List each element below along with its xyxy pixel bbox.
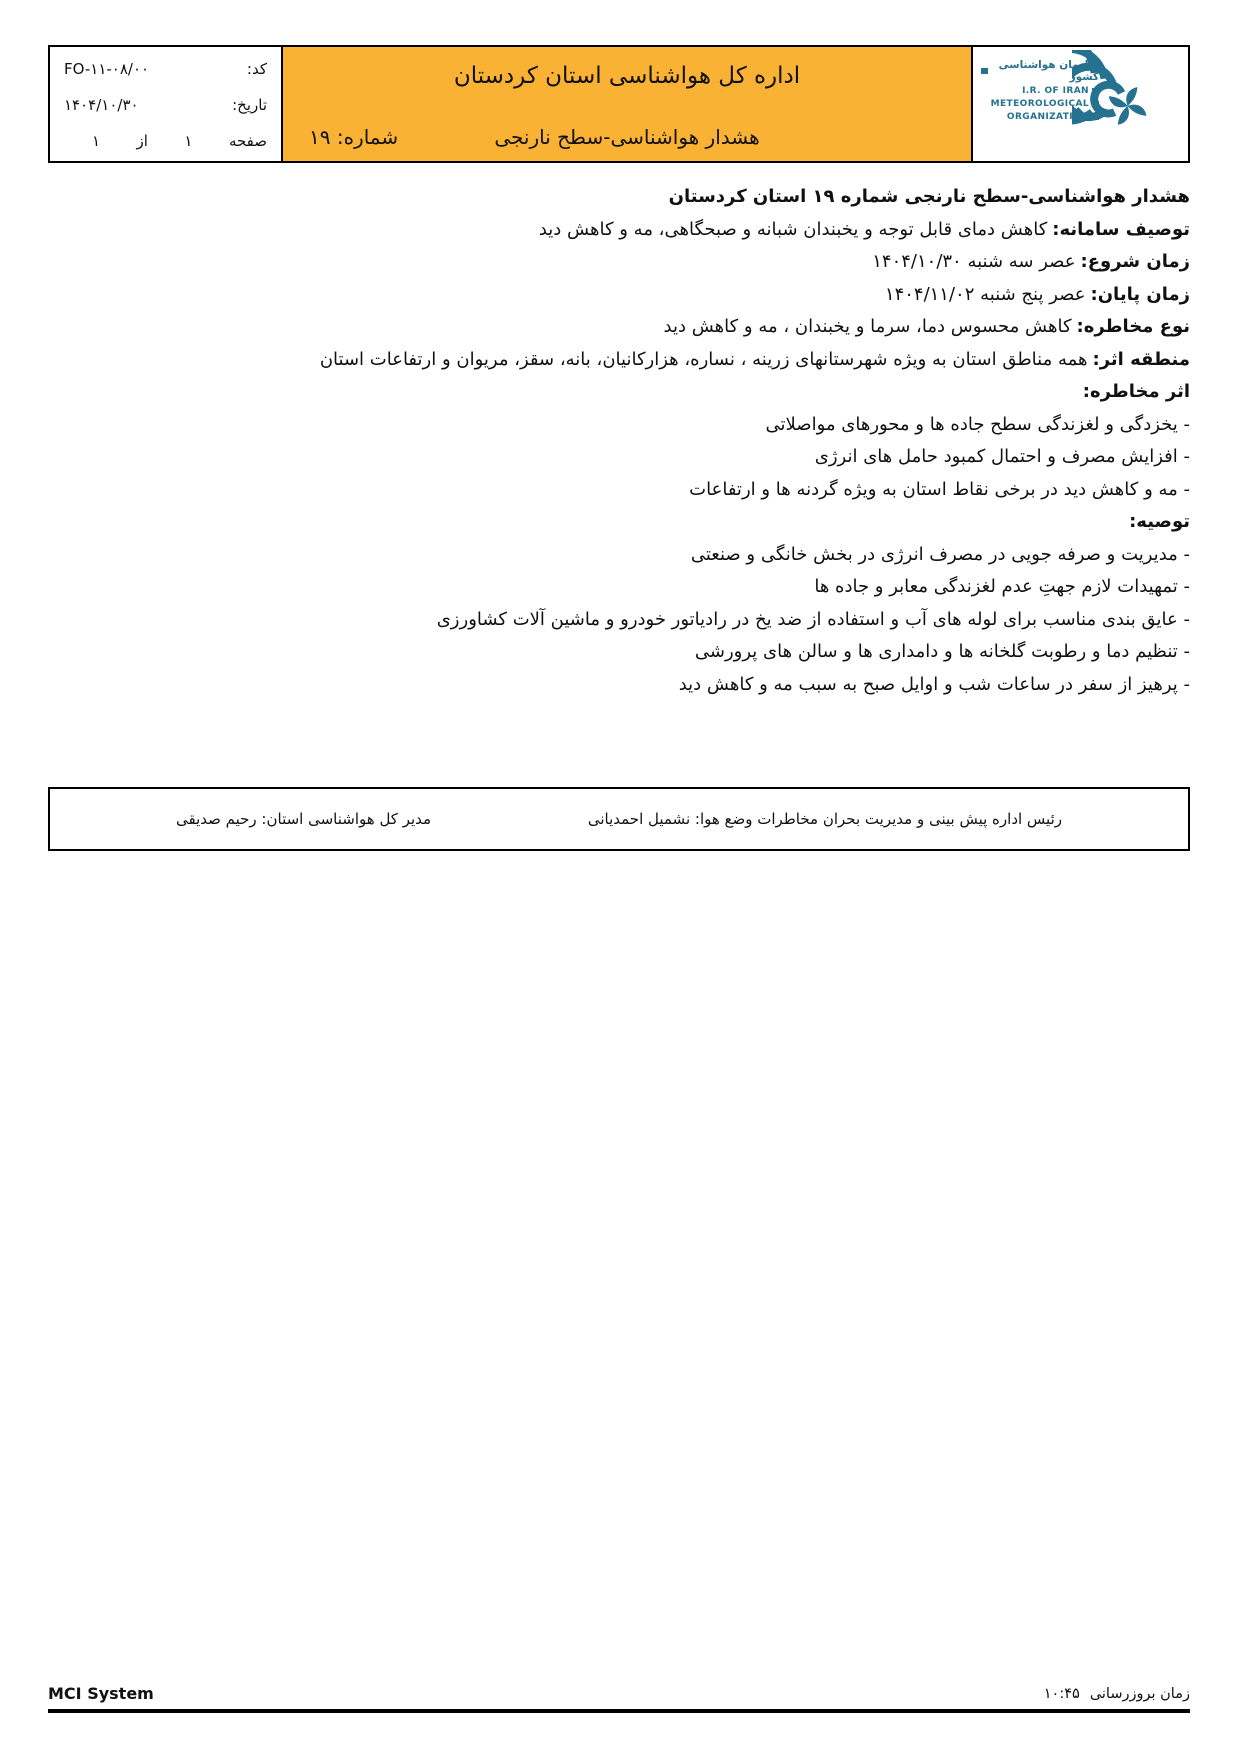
field-label: توصیف سامانه:: [1052, 218, 1190, 240]
footer-divider: [48, 1709, 1190, 1713]
field-hazard-type: [51, 311, 1190, 344]
update-time: [1044, 1686, 1190, 1702]
advice-section-label: توصیه:: [1129, 511, 1190, 532]
signature-box: [48, 787, 1190, 851]
logo-en-line3: ORGANIZATION: [981, 112, 1099, 122]
effects-section-label: اثر مخاطره:: [1082, 381, 1190, 402]
field-end-time: [51, 279, 1190, 312]
advice-item: - پرهیز از سفر در ساعات شب و اوایل صبح به سبب مه و کاهش دید: [678, 673, 1190, 695]
header-logo-cell: [973, 47, 1188, 161]
header-title-cell: [283, 47, 973, 161]
update-time-value: ۱۰:۴۵: [1043, 1686, 1080, 1702]
meta-code-row: [64, 60, 267, 78]
system-name: MCI System: [48, 1684, 154, 1703]
logo-en-line1: I.R. OF IRAN: [981, 86, 1099, 96]
field-affected-area: [51, 344, 1190, 377]
director-general-signature: مدیر کل هواشناسی استان: رحیم صدیقی: [176, 810, 432, 828]
effect-item: - افزایش مصرف و احتمال کمبود حامل های انرژی: [814, 446, 1190, 467]
field-label: منطقه اثر:: [1092, 348, 1190, 370]
forecast-chief-signature: رئیس اداره پیش بینی و مدیریت بحران مخاطرات وضع هوا: نشمیل احمدیانی: [587, 810, 1062, 828]
code-label: کد:: [246, 60, 267, 78]
field-text: همه مناطق استان به ویژه شهرستانهای زرینه ، نساره، هزارکانیان، بانه، سقز، مریوان و ارتفاعات استان: [319, 348, 1088, 370]
advice-item: - تمهیدات لازم جهتِ عدم لغزندگی معابر و جاده ها: [814, 576, 1190, 597]
page-total: ۱: [92, 132, 101, 150]
field-system-description: [51, 214, 1190, 247]
meta-date-row: [64, 96, 267, 114]
warning-number: شماره: ۱۹: [309, 125, 399, 149]
logo-fa-name: سازمان هواشناسی کشور: [981, 59, 1099, 83]
warning-subtitle: هشدار هواشناسی-سطح نارنجی: [494, 125, 760, 149]
advice-item: - مدیریت و صرفه جویی در مصرف انرژی در بخش خانگی و صنعتی: [690, 543, 1190, 565]
logo-en-line2: METEOROLOGICAL: [981, 99, 1099, 109]
meteorological-organization-logo-icon: [1072, 50, 1185, 162]
warning-heading: هشدار هواشناسی-سطح نارنجی شماره ۱۹ استان کردستان: [668, 186, 1190, 207]
meta-page-row: [64, 132, 267, 150]
field-label: زمان پایان:: [1090, 283, 1190, 305]
effect-item: - مه و کاهش دید در برخی نقاط استان به ویژه گردنه ها و ارتفاعات: [689, 478, 1190, 500]
field-text: عصر پنج شنبه ۱۴۰۴/۱۱/۰۲: [884, 283, 1086, 305]
pinwheel-icon: [1109, 87, 1147, 125]
warning-body: [51, 181, 1190, 701]
date-label: تاریخ:: [232, 96, 267, 114]
header-meta-cell: [50, 47, 283, 161]
field-label: نوع مخاطره:: [1076, 316, 1190, 337]
page-of-label: از: [136, 132, 148, 150]
effect-item: - یخزدگی و لغزندگی سطح جاده ها و محورهای مواصلاتی: [765, 413, 1190, 435]
field-text: کاهش محسوس دما، سرما و یخبندان ، مه و کاهش دید: [663, 316, 1072, 337]
document-header: [48, 45, 1190, 163]
advice-item: - عایق بندی مناسب برای لوله های آب و استفاده از ضد یخ در رادیاتور خودرو و ماشین آلات کشاورزی: [436, 608, 1190, 630]
update-time-label: زمان بروزرسانی: [1089, 1686, 1190, 1702]
field-label: زمان شروع:: [1080, 251, 1190, 272]
page-label: صفحه: [228, 132, 267, 150]
code-value: FO-۱۱-۰۸/۰۰: [64, 60, 150, 78]
field-text: عصر سه شنبه ۱۴۰۴/۱۰/۳۰: [872, 251, 1076, 272]
page-number: ۱: [184, 132, 193, 150]
advice-item: - تنظیم دما و رطوبت گلخانه ها و دامداری ها و سالن های پرورشی: [694, 641, 1190, 662]
field-text: کاهش دمای قابل توجه و یخبندان شبانه و صبحگاهی، مه و کاهش دید: [538, 218, 1048, 240]
date-value: ۱۴۰۴/۱۰/۳۰: [64, 96, 139, 114]
field-start-time: [51, 246, 1190, 279]
organization-title: اداره کل هواشناسی استان کردستان: [453, 63, 801, 89]
